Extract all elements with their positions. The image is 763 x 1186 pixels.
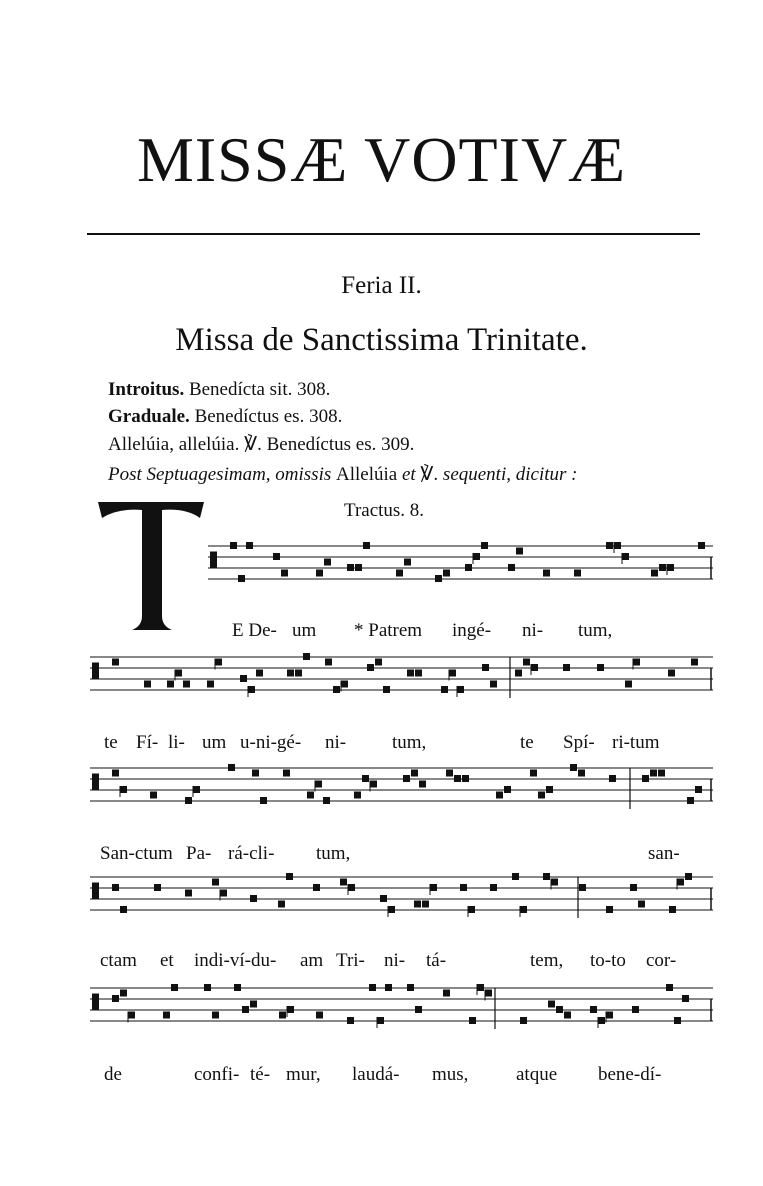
lyric-syllable: te: [520, 732, 534, 753]
neume-note: [325, 659, 332, 666]
lyric-syllable: um: [292, 620, 317, 641]
neume-note: [207, 681, 214, 688]
rubric-text: et: [401, 464, 416, 485]
neume-note: [238, 575, 245, 582]
neume-note: [574, 570, 581, 577]
lyric-syllable: Fí-: [136, 732, 159, 753]
neume-note: [167, 681, 174, 688]
neume-note: [362, 775, 369, 782]
neume-note: [193, 786, 200, 793]
neume-note: [531, 664, 538, 671]
lyric-syllable: to-to: [590, 950, 626, 971]
neume-note: [120, 906, 127, 913]
neume-note: [504, 786, 511, 793]
neume-note: [435, 575, 442, 582]
neume-note: [650, 770, 657, 777]
neume-note: [419, 781, 426, 788]
neume-note: [175, 670, 182, 677]
do-clef-icon: [92, 883, 99, 900]
neume-note: [563, 664, 570, 671]
lyric-syllable: tem,: [530, 950, 564, 971]
lyric-syllable: san-: [648, 843, 680, 864]
neume-note: [388, 906, 395, 913]
neume-note: [367, 664, 374, 671]
lyric-syllable: * Patrem: [354, 620, 423, 641]
neume-note: [281, 570, 288, 577]
neume-note: [490, 681, 497, 688]
lyric-syllable: ri-tum: [612, 732, 660, 753]
neume-note: [250, 895, 257, 902]
neume-note: [283, 770, 290, 777]
neume-note: [150, 792, 157, 799]
neume-note: [252, 770, 259, 777]
neume-note: [590, 1006, 597, 1013]
neume-note: [422, 901, 429, 908]
neume-note: [212, 879, 219, 886]
neume-note: [477, 984, 484, 991]
neume-note: [313, 884, 320, 891]
neume-note: [564, 1012, 571, 1019]
neume-note: [465, 564, 472, 571]
neume-note: [324, 559, 331, 566]
neume-note: [614, 542, 621, 549]
neume-note: [220, 890, 227, 897]
rubric-text: sequenti, dicitur :: [442, 464, 578, 485]
neume-note: [482, 664, 489, 671]
proper-text: Benedíctus es. 308.: [194, 406, 343, 427]
neume-note: [183, 681, 190, 688]
neume-note: [278, 901, 285, 908]
neume-note: [120, 786, 127, 793]
neume-note: [171, 984, 178, 991]
neume-note: [204, 984, 211, 991]
neume-note: [411, 770, 418, 777]
chant-staff-5: [90, 982, 713, 1045]
do-clef-icon: [210, 552, 217, 569]
lyric-syllable: ni-: [384, 950, 406, 971]
neume-note: [383, 686, 390, 693]
rubric-text: Allelúia: [336, 464, 398, 485]
neume-note: [246, 542, 253, 549]
neume-note: [546, 786, 553, 793]
lyric-syllable: de: [104, 1064, 122, 1085]
lyric-syllable: et: [160, 950, 174, 971]
neume-note: [377, 1017, 384, 1024]
neume-note: [496, 792, 503, 799]
lyric-syllable: indi-ví-du-: [194, 950, 277, 971]
neume-note: [414, 901, 421, 908]
lyric-syllable: Tri-: [336, 950, 365, 971]
neume-note: [307, 792, 314, 799]
neume-note: [407, 670, 414, 677]
neume-note: [315, 781, 322, 788]
neume-note: [407, 984, 414, 991]
neume-note: [695, 786, 702, 793]
neume-note: [454, 775, 461, 782]
neume-note: [234, 984, 241, 991]
neume-note: [303, 653, 310, 660]
lyric-syllable: San-ctum: [100, 843, 173, 864]
feria-heading: Feria II.: [341, 272, 422, 299]
neume-note: [578, 770, 585, 777]
neume-note: [380, 895, 387, 902]
neume-note: [687, 797, 694, 804]
neume-note: [185, 797, 192, 804]
neume-note: [415, 1006, 422, 1013]
lyric-syllable: u-ni-gé-: [240, 732, 302, 753]
neume-note: [508, 564, 515, 571]
neume-note: [185, 890, 192, 897]
neume-note: [355, 564, 362, 571]
neume-note: [457, 686, 464, 693]
neume-note: [468, 906, 475, 913]
neume-note: [286, 873, 293, 880]
lyric-syllable: ingé-: [452, 620, 492, 641]
neume-note: [659, 564, 666, 571]
neume-note: [248, 686, 255, 693]
lyric-syllable: Spí-: [563, 732, 595, 753]
lyric-syllable: confi-: [194, 1064, 240, 1085]
neume-note: [250, 1001, 257, 1008]
neume-note: [295, 670, 302, 677]
neume-note: [163, 1012, 170, 1019]
lyric-syllable: cor-: [646, 950, 677, 971]
neume-note: [597, 664, 604, 671]
page-title: MISSÆ VOTIVÆ: [136, 124, 627, 195]
lyric-syllable: laudá-: [352, 1064, 400, 1085]
neume-note: [228, 764, 235, 771]
neume-note: [666, 984, 673, 991]
lyric-syllable: té-: [250, 1064, 271, 1085]
neume-note: [441, 686, 448, 693]
neume-note: [651, 570, 658, 577]
lyric-syllable: li-: [168, 732, 185, 753]
lyric-syllable: mus,: [432, 1064, 469, 1085]
neume-note: [548, 1001, 555, 1008]
neume-note: [460, 884, 467, 891]
neume-note: [516, 548, 523, 555]
neume-note: [669, 906, 676, 913]
lyric-syllable: tum,: [392, 732, 427, 753]
neume-note: [638, 901, 645, 908]
neume-note: [530, 770, 537, 777]
neume-note: [668, 670, 675, 677]
neume-note: [520, 1017, 527, 1024]
neume-note: [385, 984, 392, 991]
neume-note: [625, 681, 632, 688]
lyric-syllable: Pa-: [186, 843, 212, 864]
neume-note: [273, 553, 280, 560]
title-rule: [87, 233, 700, 235]
neume-note: [674, 1017, 681, 1024]
neume-note: [256, 670, 263, 677]
neume-note: [523, 659, 530, 666]
neume-note: [154, 884, 161, 891]
rubric-text: ℣.: [420, 464, 439, 485]
neume-note: [606, 542, 613, 549]
lyric-syllable: atque: [516, 1064, 558, 1085]
neume-note: [473, 553, 480, 560]
neume-note: [630, 884, 637, 891]
neume-note: [462, 775, 469, 782]
rubric-line: [108, 463, 577, 486]
neume-note: [375, 659, 382, 666]
chant-staff-1: [208, 540, 713, 603]
neume-note: [606, 1012, 613, 1019]
neume-note: [485, 990, 492, 997]
neume-note: [570, 764, 577, 771]
tractus-label: Tractus. 8.: [344, 500, 425, 521]
neume-note: [112, 995, 119, 1002]
neume-note: [403, 775, 410, 782]
neume-note: [354, 792, 361, 799]
neume-note: [520, 906, 527, 913]
chant-staff-4: [90, 871, 713, 934]
lyric-syllable: ni-: [325, 732, 347, 753]
neume-note: [658, 770, 665, 777]
neume-note: [642, 775, 649, 782]
neume-note: [348, 884, 355, 891]
lyric-syllable: bene-dí-: [598, 1064, 662, 1085]
neume-note: [215, 659, 222, 666]
neume-note: [316, 1012, 323, 1019]
lyric-syllable: mur,: [286, 1064, 321, 1085]
neume-note: [446, 770, 453, 777]
neume-note: [682, 995, 689, 1002]
neume-note: [622, 553, 629, 560]
do-clef-icon: [92, 663, 99, 680]
proper-label: Graduale.: [108, 406, 190, 427]
lyric-syllable: tum,: [316, 843, 351, 864]
neume-note: [112, 770, 119, 777]
lyric-syllable: rá-cli-: [228, 843, 275, 864]
neume-note: [685, 873, 692, 880]
neume-note: [633, 659, 640, 666]
chant-staff-3: [90, 762, 713, 825]
neume-note: [490, 884, 497, 891]
lyric-syllable: um: [202, 732, 227, 753]
neume-note: [449, 670, 456, 677]
neume-note: [112, 884, 119, 891]
neume-note: [551, 879, 558, 886]
do-clef-icon: [92, 994, 99, 1011]
lyric-syllable: am: [300, 950, 324, 971]
lyric-syllable: tá-: [426, 950, 447, 971]
neume-note: [369, 984, 376, 991]
rubric-text: Post Septuagesimam, omissis: [108, 464, 332, 485]
initial-letter-t: [96, 498, 208, 634]
neume-note: [538, 792, 545, 799]
neume-note: [543, 873, 550, 880]
neume-note: [515, 670, 522, 677]
chant-staff-2: [90, 651, 713, 714]
neume-note: [481, 542, 488, 549]
proper-introitus: [108, 379, 330, 401]
neume-note: [347, 1017, 354, 1024]
neume-note: [415, 670, 422, 677]
neume-note: [443, 570, 450, 577]
proper-label: Introitus.: [108, 379, 185, 400]
lyric-syllable: tum,: [578, 620, 613, 641]
neume-note: [230, 542, 237, 549]
neume-note: [340, 879, 347, 886]
neume-note: [609, 775, 616, 782]
lyric-syllable: ni-: [522, 620, 544, 641]
neume-note: [260, 797, 267, 804]
neume-note: [279, 1012, 286, 1019]
neume-note: [543, 570, 550, 577]
lyric-syllable: E De-: [232, 620, 277, 641]
neume-note: [370, 781, 377, 788]
neume-note: [443, 990, 450, 997]
neume-note: [341, 681, 348, 688]
neume-note: [144, 681, 151, 688]
neume-note: [606, 906, 613, 913]
neume-note: [333, 686, 340, 693]
neume-note: [120, 990, 127, 997]
neume-note: [363, 542, 370, 549]
proper-alleluia: [108, 433, 414, 456]
neume-note: [128, 1012, 135, 1019]
neume-note: [396, 570, 403, 577]
neume-note: [430, 884, 437, 891]
neume-note: [212, 1012, 219, 1019]
neume-note: [469, 1017, 476, 1024]
neume-note: [287, 670, 294, 677]
neume-note: [677, 879, 684, 886]
proper-text: Allelúia, allelúia. ℣. Benedíctus es. 309.: [108, 434, 415, 455]
neume-note: [556, 1006, 563, 1013]
lyric-syllable: te: [104, 732, 118, 753]
proper-graduale: [108, 406, 342, 428]
neume-note: [316, 570, 323, 577]
neume-note: [579, 884, 586, 891]
neume-note: [691, 659, 698, 666]
neume-note: [512, 873, 519, 880]
lyric-syllable: ctam: [100, 950, 137, 971]
neume-note: [698, 542, 705, 549]
neume-note: [242, 1006, 249, 1013]
neume-note: [404, 559, 411, 566]
neume-note: [598, 1017, 605, 1024]
neume-note: [287, 1006, 294, 1013]
do-clef-icon: [92, 774, 99, 791]
neume-note: [240, 675, 247, 682]
neume-note: [632, 1006, 639, 1013]
neume-note: [112, 659, 119, 666]
neume-note: [347, 564, 354, 571]
neume-note: [667, 564, 674, 571]
neume-note: [323, 797, 330, 804]
mass-heading: Missa de Sanctissima Trinitate.: [175, 322, 588, 358]
proper-text: Benedícta sit. 308.: [188, 379, 331, 400]
